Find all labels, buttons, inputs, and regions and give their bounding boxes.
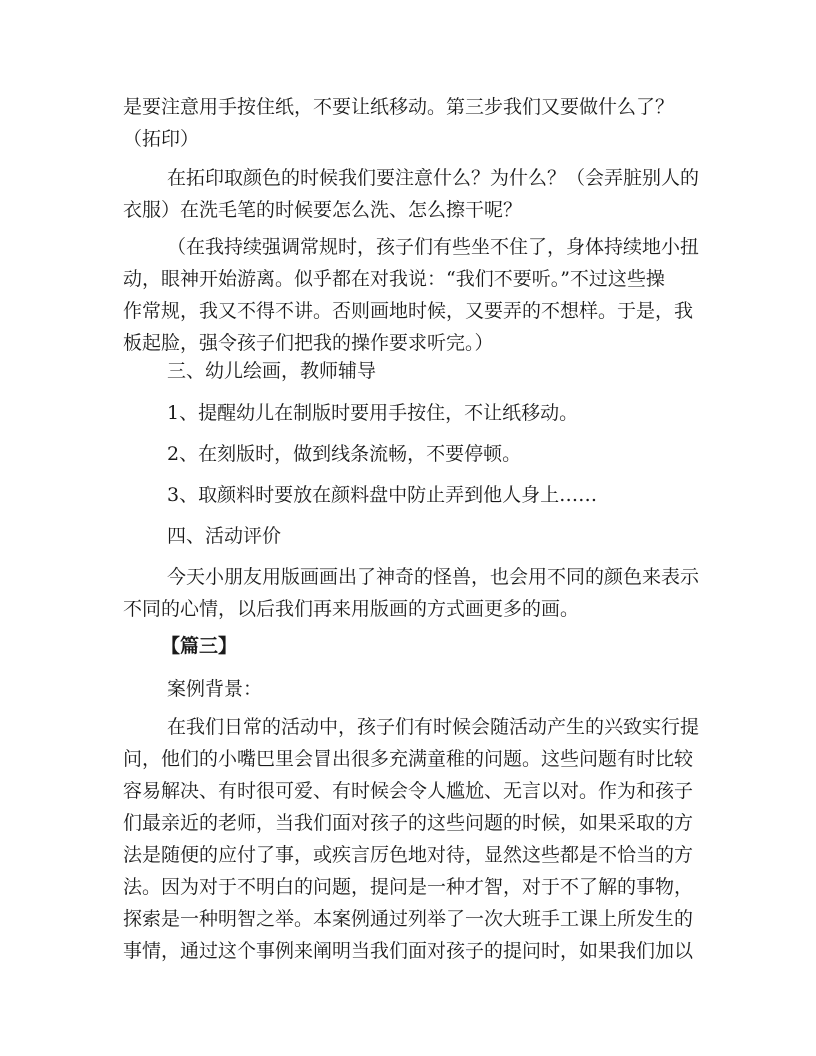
- paragraph: [123, 711, 703, 967]
- text-line: 作常规，我又不得不讲。否则画地时候，又要弄的不想样。于是，我: [123, 300, 694, 322]
- text-line: 1、提醒幼儿在制版时要用手按住，不让纸移动。: [167, 402, 579, 424]
- section-title: [123, 630, 703, 662]
- section-heading: [123, 355, 703, 387]
- list-item: [123, 397, 703, 429]
- text-line: 在拓印取颜色的时候我们要注意什么？为什么？（会弄脏别人的: [167, 167, 700, 189]
- text-line: 板起脸，强令孩子们把我的操作要求听完。）: [123, 332, 494, 354]
- text-line: （在我持续强调常规时，孩子们有些坐不住了，身体持续地小扭: [167, 236, 700, 258]
- text-line: 3、取颜料时要放在颜料盘中防止弄到他人身上……: [167, 484, 598, 506]
- text-line: 是要注意用手按住纸，不要让纸移动。第三步我们又要做什么了？: [123, 96, 675, 118]
- list-item: [123, 479, 703, 511]
- subheading: [123, 673, 703, 705]
- text-line: 们最亲近的老师，当我们面对孩子的这些问题的时候，如果采取的方: [123, 812, 694, 834]
- text-line: 容易解决、有时很可爱、有时候会令人尴尬、无言以对。作为和孩子: [123, 780, 694, 802]
- text-line: 三、幼儿绘画，教师辅导: [167, 360, 377, 382]
- text-line: 动，眼神开始游离。似乎都在对我说：“我们不要听。”不过这些操: [123, 268, 665, 290]
- list-item: [123, 438, 703, 470]
- text-line: 不同的心情，以后我们再来用版画的方式画更多的画。: [123, 598, 580, 620]
- text-line: 案例背景：: [167, 678, 263, 700]
- text-line: 法。因为对于不明白的问题，提问是一种才智，对于不了解的事物，: [123, 876, 694, 898]
- section-heading: [123, 520, 703, 552]
- text-line: 探索是一种明智之举。本案例通过列举了一次大班手工课上所发生的: [123, 908, 694, 930]
- text-line: 衣服）在洗毛笔的时候要怎么洗、怎么擦干呢？: [123, 199, 523, 221]
- text-line: 法是随便的应付了事，或疾言厉色地对待，显然这些都是不恰当的方: [123, 844, 694, 866]
- paragraph: [123, 231, 703, 359]
- text-line: 【篇三】: [161, 635, 238, 657]
- text-line: 事情，通过这个事例来阐明当我们面对孩子的提问时，如果我们加以: [123, 940, 694, 962]
- text-line: 2、在刻版时，做到线条流畅，不要停顿。: [167, 443, 522, 465]
- text-line: 在我们日常的活动中，孩子们有时候会随活动产生的兴致实行提: [167, 716, 700, 738]
- paragraph: [123, 561, 703, 625]
- paragraph: [123, 91, 703, 155]
- paragraph: [123, 162, 703, 226]
- text-line: 四、活动评价: [167, 525, 282, 547]
- text-line: （拓印）: [123, 128, 200, 150]
- text-line: 今天小朋友用版画画出了神奇的怪兽，也会用不同的颜色来表示: [167, 566, 700, 588]
- text-line: 问，他们的小嘴巴里会冒出很多充满童稚的问题。这些问题有时比较: [123, 748, 694, 770]
